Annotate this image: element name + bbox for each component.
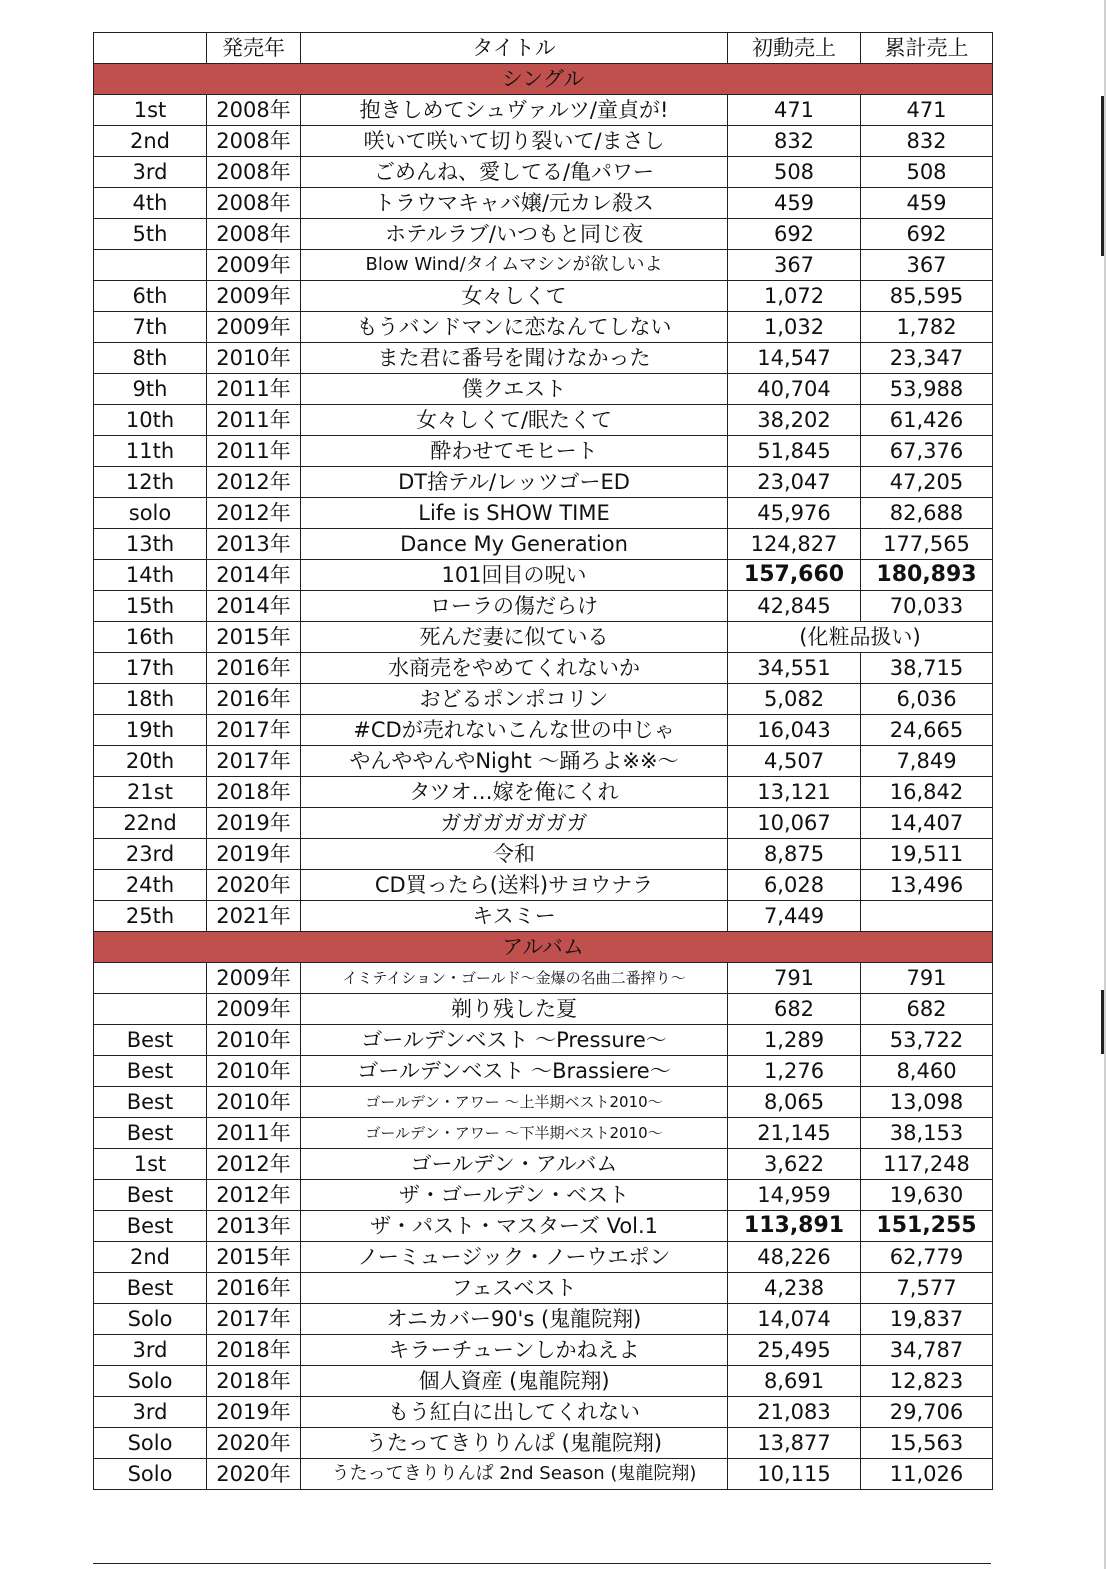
total-sales: 16,842 [861,777,993,808]
release-year: 2019年 [207,1397,301,1428]
release-number: Best [94,1056,207,1087]
table-row [94,1366,993,1397]
initial-sales: 8,691 [728,1366,861,1397]
release-number: 25th [94,901,207,932]
header-initial-sales: 初動売上 [728,33,861,64]
release-number: 15th [94,591,207,622]
initial-sales: 791 [728,963,861,994]
total-sales: 34,787 [861,1335,993,1366]
total-sales: 53,988 [861,374,993,405]
release-title: うたってきりりんぱ (鬼龍院翔) [301,1428,728,1459]
initial-sales: 1,289 [728,1025,861,1056]
initial-sales: 6,028 [728,870,861,901]
release-title: ゴールデン・アワー 〜上半期ベスト2010〜 [301,1087,728,1118]
release-number: 2nd [94,1242,207,1273]
initial-sales: 14,074 [728,1304,861,1335]
release-title: 個人資産 (鬼龍院翔) [301,1366,728,1397]
release-year: 2012年 [207,498,301,529]
sales-table [93,32,993,1490]
release-year: 2013年 [207,529,301,560]
release-title: 水商売をやめてくれないか [301,653,728,684]
table-row [94,219,993,250]
initial-sales: 367 [728,250,861,281]
release-number: Best [94,1180,207,1211]
initial-sales: 8,065 [728,1087,861,1118]
release-year: 2008年 [207,126,301,157]
initial-sales: 692 [728,219,861,250]
release-title: タツオ…嫁を俺にくれ [301,777,728,808]
initial-sales: 48,226 [728,1242,861,1273]
table-row [94,1428,993,1459]
release-title: ローラの傷だらけ [301,591,728,622]
release-number: 13th [94,529,207,560]
release-year: 2011年 [207,374,301,405]
initial-sales: 38,202 [728,405,861,436]
total-sales: 6,036 [861,684,993,715]
release-number: 3rd [94,157,207,188]
initial-sales: 42,845 [728,591,861,622]
release-year: 2011年 [207,436,301,467]
release-title: キスミー [301,901,728,932]
release-number: 19th [94,715,207,746]
total-sales: 177,565 [861,529,993,560]
release-year: 2020年 [207,1428,301,1459]
release-title: オニカバー90's (鬼龍院翔) [301,1304,728,1335]
total-sales: 7,577 [861,1273,993,1304]
table-row [94,250,993,281]
initial-sales: 10,115 [728,1459,861,1490]
header-num [94,33,207,64]
initial-sales: 21,145 [728,1118,861,1149]
total-sales: 832 [861,126,993,157]
release-number: 3rd [94,1397,207,1428]
total-sales: 61,426 [861,405,993,436]
total-sales: 19,837 [861,1304,993,1335]
release-number: Best [94,1118,207,1149]
table-row [94,1087,993,1118]
table-row [94,157,993,188]
initial-sales: 3,622 [728,1149,861,1180]
table-row [94,715,993,746]
release-year: 2010年 [207,1056,301,1087]
release-year: 2016年 [207,684,301,715]
table-row [94,1397,993,1428]
release-title: Blow Wind/タイムマシンが欲しいよ [301,250,728,281]
release-year: 2017年 [207,715,301,746]
total-sales: 459 [861,188,993,219]
release-year: 2015年 [207,1242,301,1273]
release-year: 2015年 [207,622,301,653]
release-year: 2016年 [207,653,301,684]
initial-sales: 7,449 [728,901,861,932]
release-year: 2014年 [207,560,301,591]
release-number: 23rd [94,839,207,870]
release-title: キラーチューンしかねえよ [301,1335,728,1366]
release-title: ノーミュージック・ノーウエポン [301,1242,728,1273]
release-number: 24th [94,870,207,901]
margin-mark [1101,990,1104,1054]
initial-sales: 34,551 [728,653,861,684]
release-year: 2012年 [207,1180,301,1211]
total-sales: 508 [861,157,993,188]
total-sales: 53,722 [861,1025,993,1056]
total-sales: 47,205 [861,467,993,498]
table-row [94,1118,993,1149]
release-number: 17th [94,653,207,684]
release-number: 21st [94,777,207,808]
release-title: ゴールデン・アルバム [301,1149,728,1180]
total-sales: 67,376 [861,436,993,467]
initial-sales: 13,121 [728,777,861,808]
total-sales: 117,248 [861,1149,993,1180]
release-year: 2008年 [207,95,301,126]
release-number: 5th [94,219,207,250]
release-year: 2013年 [207,1211,301,1242]
release-number: 18th [94,684,207,715]
table-row [94,1056,993,1087]
release-number: 12th [94,467,207,498]
total-sales: 12,823 [861,1366,993,1397]
header-title: タイトル [301,33,728,64]
release-number: 9th [94,374,207,405]
release-title: 死んだ妻に似ている [301,622,728,653]
initial-sales: 4,238 [728,1273,861,1304]
release-year: 2018年 [207,1335,301,1366]
total-sales: 1,782 [861,312,993,343]
total-sales: 471 [861,95,993,126]
table-row [94,312,993,343]
release-title: #CDが売れないこんな世の中じゃ [301,715,728,746]
initial-sales: 40,704 [728,374,861,405]
table-row [94,622,993,653]
release-title: 剃り残した夏 [301,994,728,1025]
table-row [94,1459,993,1490]
section-singles-label: シングル [94,64,993,95]
table-row [94,808,993,839]
release-title: トラウマキャバ嬢/元カレ殺ス [301,188,728,219]
initial-sales: 508 [728,157,861,188]
release-year: 2019年 [207,808,301,839]
total-sales: 29,706 [861,1397,993,1428]
release-year: 2011年 [207,1118,301,1149]
initial-sales: 16,043 [728,715,861,746]
release-number: Solo [94,1304,207,1335]
release-year: 2010年 [207,1025,301,1056]
total-sales: 70,033 [861,591,993,622]
release-title: また君に番号を聞けなかった [301,343,728,374]
release-year: 2019年 [207,839,301,870]
initial-sales: 25,495 [728,1335,861,1366]
release-number: Best [94,1087,207,1118]
release-year: 2008年 [207,219,301,250]
release-number: Solo [94,1459,207,1490]
release-title: もう紅白に出してくれない [301,1397,728,1428]
table-row [94,870,993,901]
table-row [94,1242,993,1273]
table-row [94,405,993,436]
total-sales: 62,779 [861,1242,993,1273]
initial-sales: 14,547 [728,343,861,374]
initial-sales: 5,082 [728,684,861,715]
initial-sales: 113,891 [728,1211,861,1242]
total-sales: 367 [861,250,993,281]
release-title: ホテルラブ/いつもと同じ夜 [301,219,728,250]
release-number: 16th [94,622,207,653]
total-sales: 13,496 [861,870,993,901]
initial-sales: 471 [728,95,861,126]
release-number: Best [94,1211,207,1242]
release-number: 2nd [94,126,207,157]
release-title: ゴールデンベスト 〜Brassiere〜 [301,1056,728,1087]
table-row [94,1025,993,1056]
total-sales: 19,630 [861,1180,993,1211]
release-year: 2009年 [207,963,301,994]
release-title: 女々しくて [301,281,728,312]
release-number: Solo [94,1428,207,1459]
total-sales: 682 [861,994,993,1025]
initial-sales: 45,976 [728,498,861,529]
release-number: 4th [94,188,207,219]
table-row [94,467,993,498]
total-sales: 23,347 [861,343,993,374]
table-row [94,994,993,1025]
release-year: 2014年 [207,591,301,622]
release-title: もうバンドマンに恋なんてしない [301,312,728,343]
release-year: 2011年 [207,405,301,436]
release-title: 咲いて咲いて切り裂いて/まさし [301,126,728,157]
release-year: 2012年 [207,467,301,498]
table-row [94,1211,993,1242]
release-year: 2010年 [207,343,301,374]
release-year: 2009年 [207,312,301,343]
table-row [94,188,993,219]
release-number [94,250,207,281]
release-year: 2021年 [207,901,301,932]
initial-sales: 157,660 [728,560,861,591]
table-row [94,374,993,405]
total-sales: 15,563 [861,1428,993,1459]
total-sales: 7,849 [861,746,993,777]
release-year: 2018年 [207,777,301,808]
footer-rule [93,1563,991,1564]
table-row [94,591,993,622]
section-singles [94,64,993,95]
initial-sales: 1,276 [728,1056,861,1087]
total-sales: 14,407 [861,808,993,839]
release-year: 2016年 [207,1273,301,1304]
release-number: 8th [94,343,207,374]
release-title: やんややんやNight 〜踊ろよ※※〜 [301,746,728,777]
total-sales: 38,715 [861,653,993,684]
release-title: CD買ったら(送料)サヨウナラ [301,870,728,901]
table-row [94,95,993,126]
initial-sales: 14,959 [728,1180,861,1211]
total-sales: 24,665 [861,715,993,746]
release-title: イミテイション・ゴールド〜金爆の名曲二番搾り〜 [301,963,728,994]
initial-sales: 13,877 [728,1428,861,1459]
total-sales: 692 [861,219,993,250]
initial-sales: 10,067 [728,808,861,839]
release-title: ゴールデンベスト 〜Pressure〜 [301,1025,728,1056]
release-number: 1st [94,1149,207,1180]
total-sales: 19,511 [861,839,993,870]
release-title: 酔わせてモヒート [301,436,728,467]
release-year: 2012年 [207,1149,301,1180]
release-number: 20th [94,746,207,777]
release-number: 7th [94,312,207,343]
table-row [94,1180,993,1211]
header-total-sales: 累計売上 [861,33,993,64]
table-row [94,777,993,808]
table-row [94,126,993,157]
release-year: 2020年 [207,1459,301,1490]
release-title: 女々しくて/眠たくて [301,405,728,436]
table-row [94,281,993,312]
release-number: Best [94,1025,207,1056]
total-sales: 8,460 [861,1056,993,1087]
release-title: 令和 [301,839,728,870]
release-number [94,994,207,1025]
header-year: 発売年 [207,33,301,64]
release-title: DT捨テル/レッツゴーED [301,467,728,498]
release-title: うたってきりりんぱ 2nd Season (鬼龍院翔) [301,1459,728,1490]
table-row [94,436,993,467]
release-title: Life is SHOW TIME [301,498,728,529]
table-row [94,343,993,374]
table-row [94,560,993,591]
section-albums-label: アルバム [94,932,993,963]
release-year: 2010年 [207,1087,301,1118]
release-year: 2009年 [207,281,301,312]
initial-sales: 1,032 [728,312,861,343]
initial-sales: 8,875 [728,839,861,870]
initial-sales: 4,507 [728,746,861,777]
total-sales: 38,153 [861,1118,993,1149]
table-row [94,1335,993,1366]
release-year: 2018年 [207,1366,301,1397]
release-title: 抱きしめてシュヴァルツ/童貞が! [301,95,728,126]
release-year: 2017年 [207,1304,301,1335]
initial-sales: 21,083 [728,1397,861,1428]
table-row [94,529,993,560]
table-row [94,839,993,870]
release-number: 3rd [94,1335,207,1366]
release-number: 14th [94,560,207,591]
total-sales: 11,026 [861,1459,993,1490]
release-title: Dance My Generation [301,529,728,560]
release-number: solo [94,498,207,529]
release-title: フェスベスト [301,1273,728,1304]
release-number: 11th [94,436,207,467]
total-sales: 82,688 [861,498,993,529]
total-sales: 85,595 [861,281,993,312]
total-sales: 180,893 [861,560,993,591]
release-year: 2009年 [207,994,301,1025]
table-row [94,746,993,777]
table-row [94,1273,993,1304]
table-row [94,684,993,715]
release-number: 10th [94,405,207,436]
table-row [94,1304,993,1335]
initial-sales: 832 [728,126,861,157]
initial-sales: 23,047 [728,467,861,498]
release-title: ザ・パスト・マスターズ Vol.1 [301,1211,728,1242]
release-year: 2020年 [207,870,301,901]
initial-sales: 459 [728,188,861,219]
release-title: ゴールデン・アワー 〜下半期ベスト2010〜 [301,1118,728,1149]
release-year: 2008年 [207,188,301,219]
release-title: 101回目の呪い [301,560,728,591]
release-year: 2017年 [207,746,301,777]
table-row [94,1149,993,1180]
release-year: 2009年 [207,250,301,281]
margin-mark [1101,96,1104,256]
total-sales: 791 [861,963,993,994]
sales-note: (化粧品扱い) [728,622,993,653]
release-number: Best [94,1273,207,1304]
release-title: ザ・ゴールデン・ベスト [301,1180,728,1211]
total-sales: 13,098 [861,1087,993,1118]
release-number: 1st [94,95,207,126]
release-number: Solo [94,1366,207,1397]
initial-sales: 1,072 [728,281,861,312]
table-row [94,498,993,529]
initial-sales: 124,827 [728,529,861,560]
table-row [94,653,993,684]
release-number [94,963,207,994]
table-row [94,963,993,994]
total-sales: 151,255 [861,1211,993,1242]
release-year: 2008年 [207,157,301,188]
initial-sales: 51,845 [728,436,861,467]
table-row [94,901,993,932]
total-sales [861,901,993,932]
section-albums [94,932,993,963]
release-number: 22nd [94,808,207,839]
release-title: ごめんね、愛してる/亀パワー [301,157,728,188]
header-row [94,33,993,64]
release-number: 6th [94,281,207,312]
release-title: 僕クエスト [301,374,728,405]
release-title: ガガガガガガガ [301,808,728,839]
initial-sales: 682 [728,994,861,1025]
release-title: おどるポンポコリン [301,684,728,715]
